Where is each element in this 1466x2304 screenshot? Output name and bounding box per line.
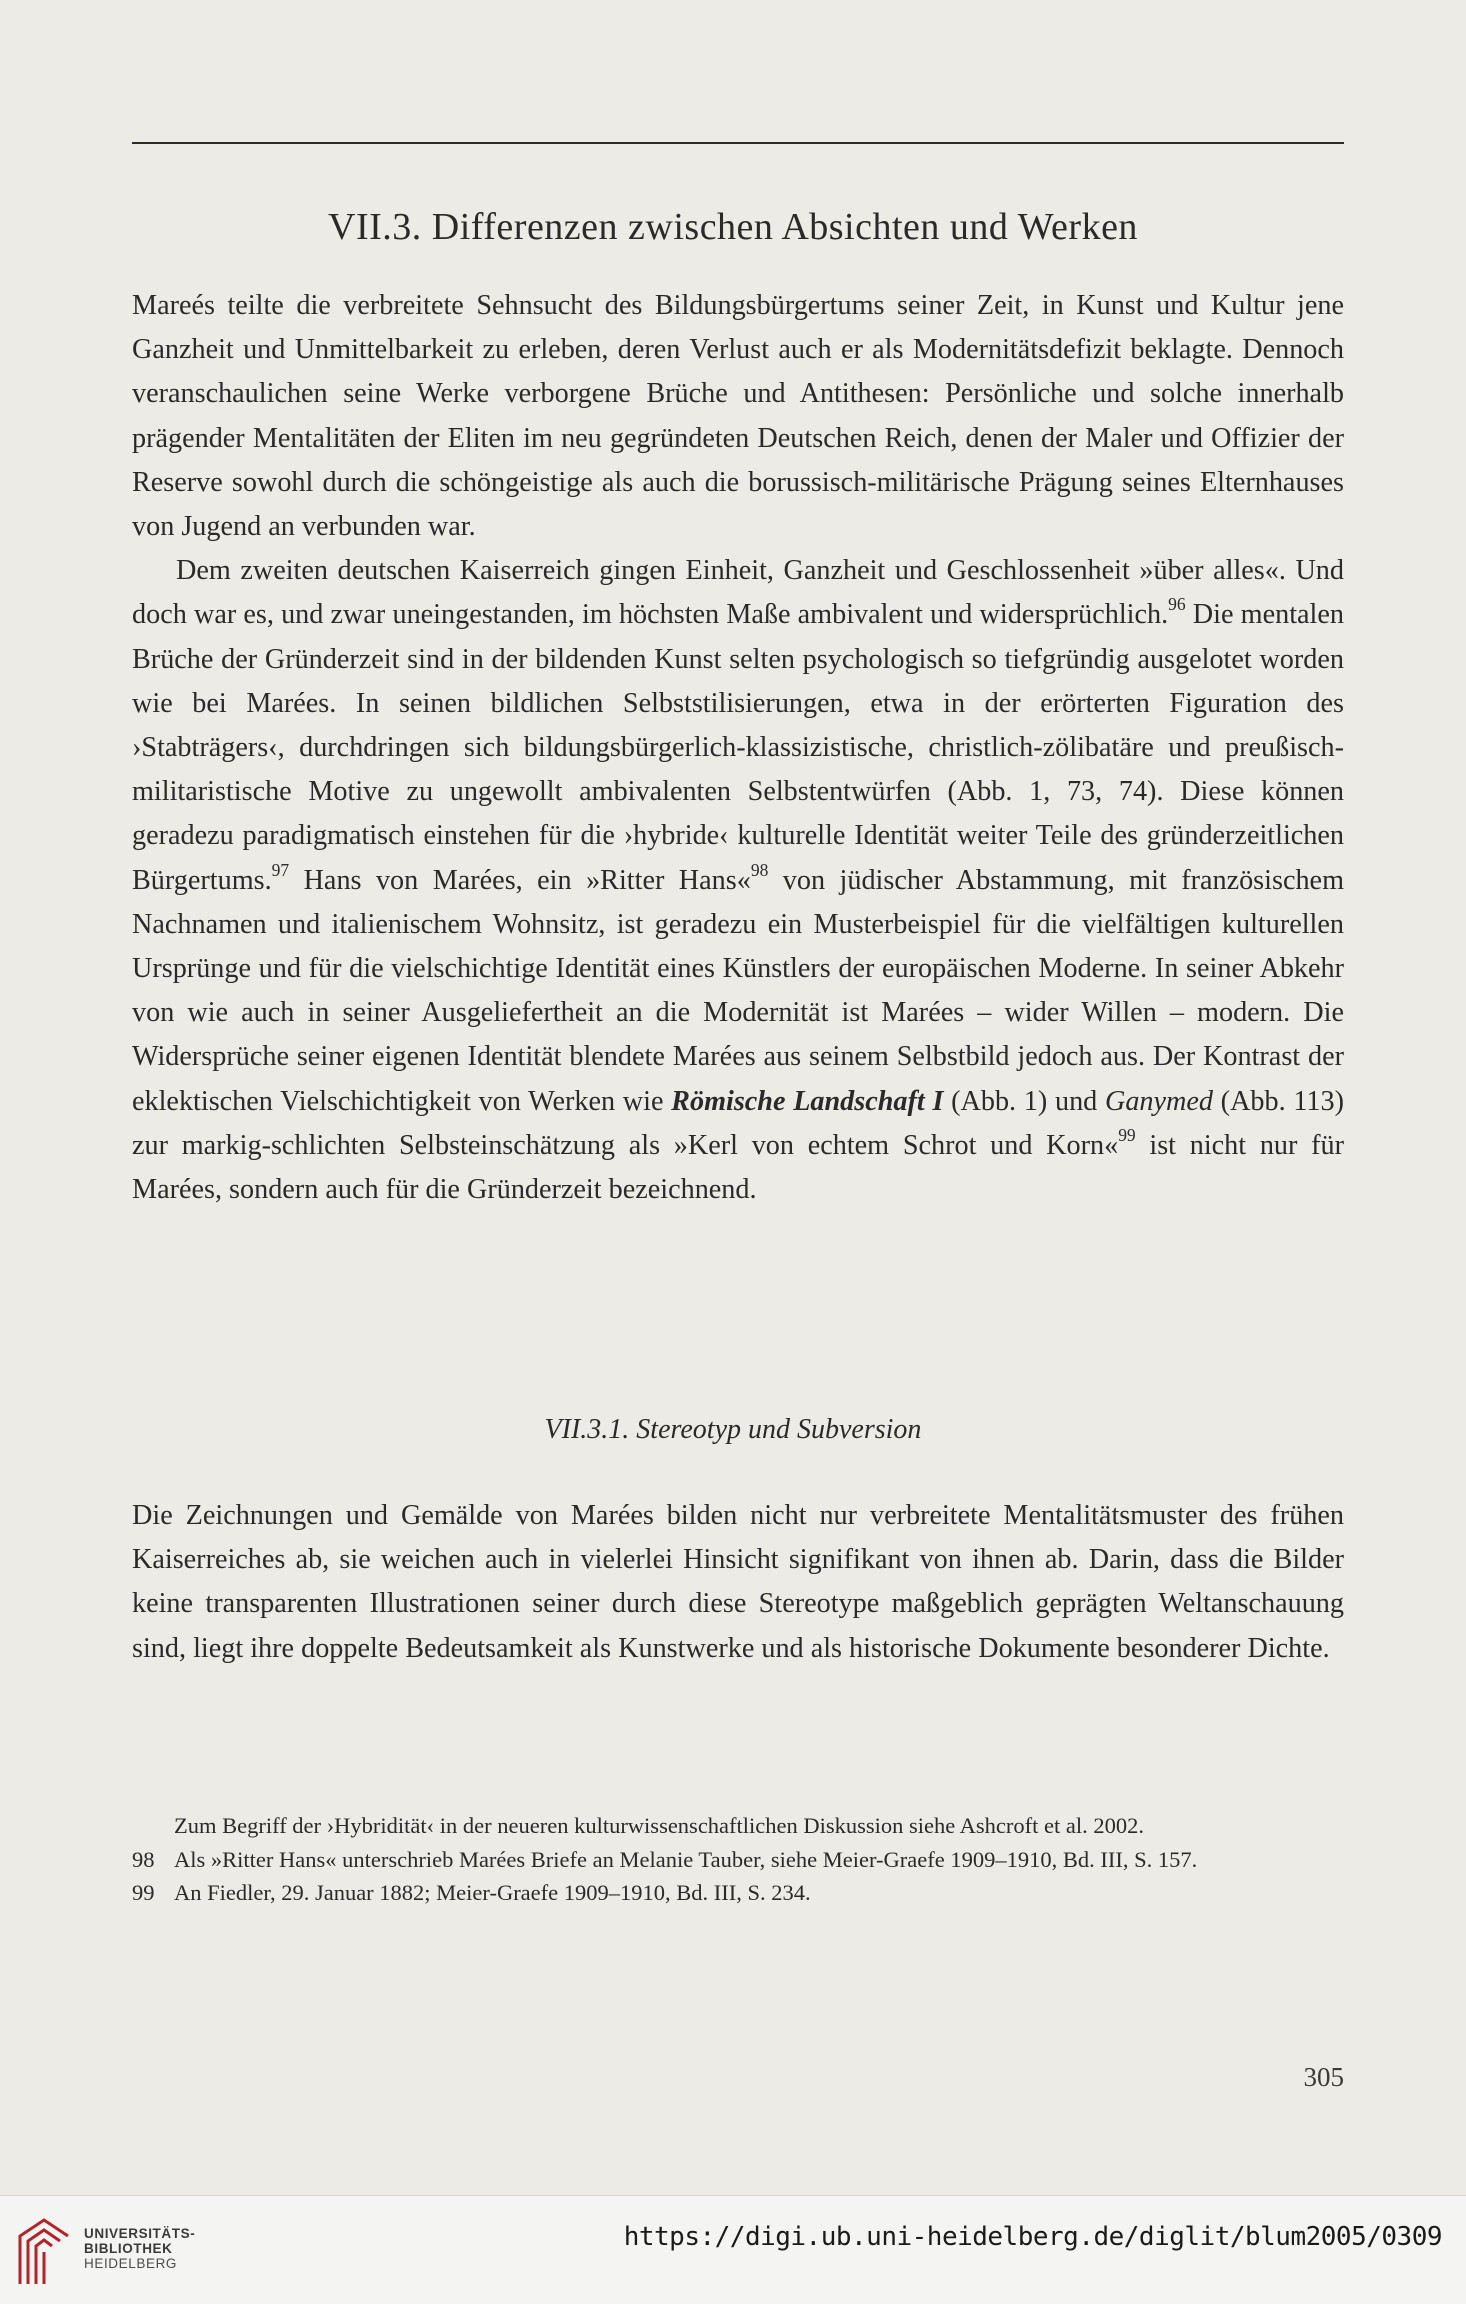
section-heading: VII.3. Differenzen zwischen Absichten und Werken	[328, 206, 1138, 248]
artwork-title: Römische Landschaft I	[671, 1085, 944, 1117]
header-rule	[132, 142, 1344, 144]
footnote-ref-96[interactable]: 96	[1168, 594, 1186, 615]
subsection-heading: VII.3.1. Stereotyp und Subversion	[544, 1414, 922, 1445]
page-number: 305	[1303, 2062, 1344, 2092]
document-url-link[interactable]: https://digi.ub.uni-heidelberg.de/diglit/blum2005/0309	[623, 2222, 1442, 2252]
footnote: Zum Begriff der ›Hybridität‹ in der neueren kulturwissenschaftlichen Diskussion siehe Ashcroft et al. 2002.	[174, 1813, 1144, 1838]
paragraph-1: Mareés teilte die verbreitete Sehnsucht des Bildungsbürgertums seiner Zeit, in Kunst und Kultur jene Ganzheit und Unmittelbarkeit zu erleben, deren Verlust auch er als Modernitätsdefizit beklagte. Dennoch veranschaulichen seine Werke verborgene Brüche und Antithesen: Persönliche und solche innerhalb prägender Mentalitäten der Eliten im neu gegründeten Deutschen Reich, denen der Maler und Offizier der Reserve sowohl durch die schöngeistige als auch die borussisch-militärische Prägung seines Elternhauses von Jugend an verbunden war.	[132, 290, 1344, 543]
footnotes	[132, 1810, 1344, 1911]
footnote-ref-99[interactable]: 99	[1118, 1124, 1136, 1145]
artwork-title: Ganymed	[1104, 1085, 1213, 1117]
footnote-ref-97[interactable]: 97	[271, 859, 290, 880]
footnote: 98 Als »Ritter Hans« unterschrieb Marées Briefe an Melanie Tauber, siehe Meier-Graefe 1909–1910, Bd. III, S. 157.	[132, 1846, 1198, 1872]
subsection-text	[132, 1494, 1344, 1671]
paragraph-3: Die Zeichnungen und Gemälde von Marées bilden nicht nur verbreitete Mentalitätsmuster des frühen Kaiserreiches ab, sie weichen auch in vielerlei Hinsicht signifikant von ihnen ab. Darin, dass die Bilder keine transparenten Illustrationen seiner durch diese Stereotype maßgeblich geprägten Weltanschauung sind, liegt ihre doppelte Bedeutsamkeit als Kunstwerke und als historische Dokumente besonderer Dichte.	[132, 1500, 1344, 1664]
paragraph-2: Dem zweiten deutschen Kaiserreich gingen Einheit, Ganzheit und Geschlossenheit »über alles«. Und doch war es, und zwar uneingestanden, im höchsten Maße ambivalent und widersprüchlich.$^{96}$ Die mentalen Brüche der Gründerzeit sind in der bildenden Kunst selten psychologisch so tiefgründig ausgelotet worden wie bei Marées. In seinen bildlichen Selbststilisierungen, etwa in der erörterten Figuration des ›Stabträgers‹, durchdringen sich bildungsbürgerlich-klassizistische, christlich-zölibatäre und preußisch-militaristische Motive zu ungewollt ambivalenten Selbstentwürfen (Abb. 1, 73, 74). Diese können geradezu paradigmatisch einstehen für die ›hybride‹ kulturelle Identität weiter Teile des gründerzeitlichen Bürgertums.$^{97}$ Hans von Marées, ein »Ritter Hans«$^{98}$ von jüdischer Abstammung, mit französischem Nachnamen und italienischem Wohnsitz, ist geradezu ein Musterbeispiel für die vielfältigen kulturellen Ursprünge und für die vielschichtige Identität eines Künstlers der europäischen Moderne. In seiner Abkehr von wie auch in seiner Ausgeliefertheit an die Modernität ist Marées – wider Willen – modern. Die Widersprüche seiner eigenen Identität blendete Marées aus seinem Selbstbild jedoch aus. Der Kontrast der eklektischen Vielschichtigkeit von Werken wie Römische Landschaft I (Abb. 1) und Ganymed (Abb. 113) zur markig-schlichten Selbsteinschätzung als »Kerl von echtem Schrot und Korn«$^{99}$ ist nicht nur für Marées, sondern auch für die Gründerzeit bezeichnend.	[132, 555, 1345, 1206]
main-text	[132, 284, 1344, 1212]
library-name: UNIVERSITÄTS- BIBLIOTHEK HEIDELBERG	[84, 2226, 196, 2271]
footnote-ref-98[interactable]: 98	[750, 859, 769, 880]
viewer-footer	[0, 2195, 1466, 2304]
ub-heidelberg-logo-icon[interactable]	[14, 2214, 76, 2288]
footnote: 99 An Fiedler, 29. Januar 1882; Meier-Graefe 1909–1910, Bd. III, S. 234.	[132, 1880, 811, 1905]
